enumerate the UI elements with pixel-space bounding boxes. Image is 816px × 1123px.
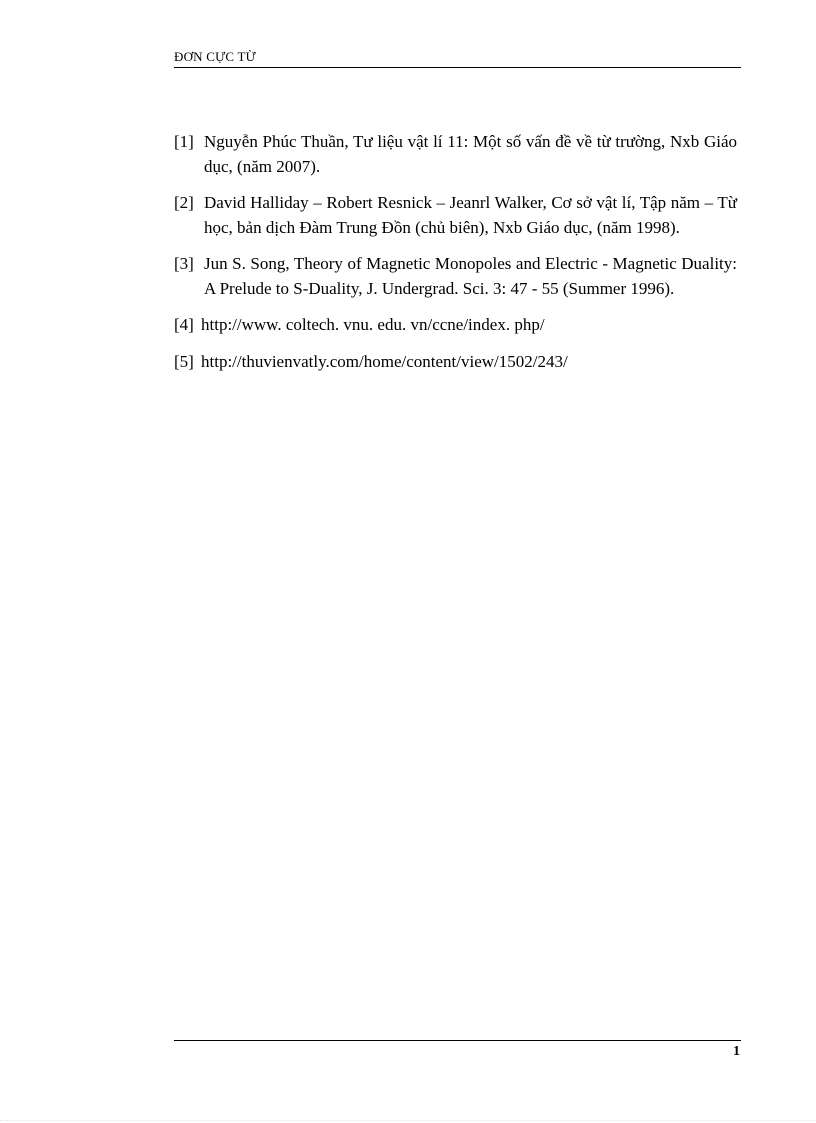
reference-list [174, 130, 737, 386]
reference-text: Nguyễn Phúc Thuần, Tư liệu vật lí 11: Một số vấn đề về từ trường, Nxb Giáo dục, (năm 2007). [204, 132, 737, 176]
page-number: 1 [733, 1044, 740, 1059]
reference-number: [4] [174, 315, 194, 334]
reference-number: [2] [174, 193, 194, 212]
reference-link: http://thuvienvatly.com/home/content/view/1502/243/ [201, 351, 568, 371]
footer-divider [174, 1040, 741, 1041]
reference-link: http://www. coltech. vnu. edu. vn/ccne/index. php/ [201, 315, 545, 334]
reference-item [174, 130, 737, 179]
page-bottom-edge [0, 1120, 816, 1121]
reference-item [174, 313, 737, 338]
reference-text: David Halliday – Robert Resnick – Jeanrl Walker, Cơ sở vật lí, Tập năm – Từ học, bản dịch Đàm Trung Đồn (chủ biên), Nxb Giáo dục, (năm 1998). [204, 193, 737, 237]
reference-item [174, 252, 737, 301]
reference-number: [5] [174, 351, 194, 371]
header-divider [174, 67, 741, 68]
running-header: ĐƠN CỰC TỪ [174, 49, 256, 64]
reference-number: [1] [174, 132, 194, 151]
reference-number: [3] [174, 254, 194, 273]
reference-item [174, 350, 737, 375]
reference-text: Jun S. Song, Theory of Magnetic Monopoles and Electric - Magnetic Duality: A Prelude to S-Duality, J. Undergrad. Sci. 3: 47 - 55 (Summer 1996). [204, 254, 737, 298]
reference-item [174, 191, 737, 240]
